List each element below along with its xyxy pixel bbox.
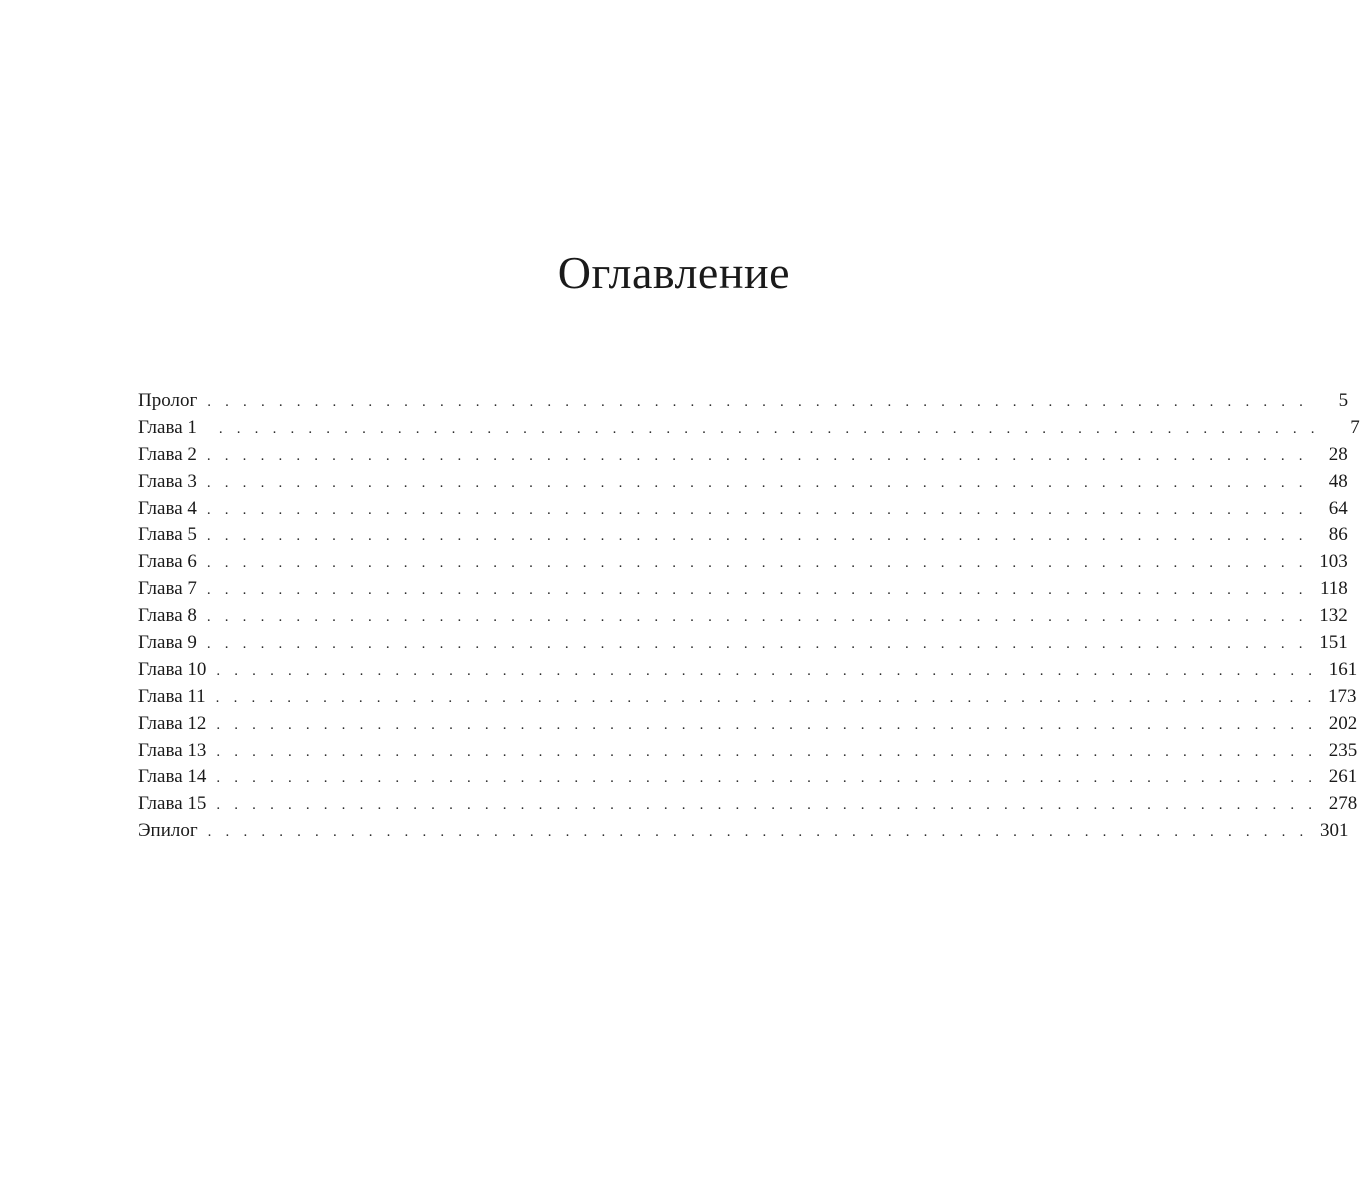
toc-page-number: 7 [1350,416,1360,438]
toc-dot-leader: . . . . . . . . . . . . . . . . . . . . . . . . . . . . . . . . . . . . . . . . . . . . . . . . . . . . . . . . . . . . . . [216,797,1318,814]
toc-dot-leader: . . . . . . . . . . . . . . . . . . . . . . . . . . . . . . . . . . . . . . . . . . . . . . . . . . . . . . . . . . . . . . [218,420,1320,437]
toc-dot-leader: . . . . . . . . . . . . . . . . . . . . . . . . . . . . . . . . . . . . . . . . . . . . . . . . . . . . . . . . . . . . . . [216,662,1318,679]
toc-entry-label: Эпилог [138,820,198,842]
toc-entry [138,738,1358,765]
toc-entry-label: Глава 2 [138,443,197,465]
toc-dot-leader: . . . . . . . . . . . . . . . . . . . . . . . . . . . . . . . . . . . . . . . . . . . . . . . . . . . . . . . . . . . . . . [206,447,1308,464]
toc-dot-leader: . . . . . . . . . . . . . . . . . . . . . . . . . . . . . . . . . . . . . . . . . . . . . . . . . . . . . . . . . . . . . . [207,394,1309,410]
toc-page-number: 28 [1328,443,1348,465]
toc-page-number: 261 [1328,766,1358,788]
toc-entry-label: Глава 13 [138,739,207,761]
toc-entry-label: Глава 7 [138,578,197,600]
toc-page-number: 64 [1328,497,1348,519]
toc-page-number: 5 [1338,390,1349,411]
toc-dot-leader: . . . . . . . . . . . . . . . . . . . . . . . . . . . . . . . . . . . . . . . . . . . . . . . . . . . . . . . . . . . . . . [206,555,1308,572]
toc-dot-leader: . . . . . . . . . . . . . . . . . . . . . . . . . . . . . . . . . . . . . . . . . . . . . . . . . . . . . . . . . . . . . . [206,501,1308,518]
toc-page-number: 151 [1319,632,1348,654]
toc-dot-leader: . . . . . . . . . . . . . . . . . . . . . . . . . . . . . . . . . . . . . . . . . . . . . . . . . . . . . . . . . . . . . . [206,582,1308,599]
toc-entry [138,657,1358,684]
toc-entry-label: Глава 4 [138,497,197,519]
toc-entry-label: Глава 11 [138,685,206,707]
toc-page-number: 278 [1328,793,1358,815]
toc-page-number: 161 [1328,658,1358,680]
toc-page-number: 86 [1328,524,1348,546]
toc-entry-label: Глава 6 [138,551,197,573]
toc-page-number: 301 [1320,820,1349,842]
toc-entry-label: Глава 8 [138,605,197,627]
toc-dot-leader: . . . . . . . . . . . . . . . . . . . . . . . . . . . . . . . . . . . . . . . . . . . . . . . . . . . . . . . . . . . . . . [206,474,1308,491]
toc-page-number: 173 [1328,685,1357,707]
toc-dot-leader: . . . . . . . . . . . . . . . . . . . . . . . . . . . . . . . . . . . . . . . . . . . . . . . . . . . . . . . . . . . . . . [206,609,1308,626]
table-of-contents [138,388,1360,845]
toc-entry-label: Глава 5 [138,524,197,546]
toc-entry [138,469,1348,496]
toc-entry [138,496,1348,523]
toc-entry [138,684,1357,711]
toc-dot-leader: . . . . . . . . . . . . . . . . . . . . . . . . . . . . . . . . . . . . . . . . . . . . . . . . . . . . . . . . . . . . . . [215,689,1317,706]
toc-entry-label: Глава 9 [138,632,197,654]
toc-page-number: 103 [1319,551,1348,573]
toc-dot-leader: . . . . . . . . . . . . . . . . . . . . . . . . . . . . . . . . . . . . . . . . . . . . . . . . . . . . . . . . . . . . . . [216,770,1318,787]
toc-dot-leader: . . . . . . . . . . . . . . . . . . . . . . . . . . . . . . . . . . . . . . . . . . . . . . . . . . . . . . . . . . . . . . [216,743,1318,760]
toc-dot-leader: . . . . . . . . . . . . . . . . . . . . . . . . . . . . . . . . . . . . . . . . . . . . . . . . . . . . . . . . . . . . . . [206,528,1308,545]
toc-entry [138,764,1358,791]
toc-page-number: 202 [1328,712,1358,734]
toc-entry [138,711,1358,738]
toc-entry-label: Глава 12 [138,712,207,734]
toc-entry [138,388,1349,415]
toc-dot-leader: . . . . . . . . . . . . . . . . . . . . . . . . . . . . . . . . . . . . . . . . . . . . . . . . . . . . . . . . . . . . . . [216,716,1318,733]
toc-entry-label: Глава 14 [138,766,207,788]
toc-entry [138,603,1348,630]
toc-entry [138,442,1348,469]
toc-page-number: 132 [1319,605,1348,627]
toc-page-number: 48 [1328,470,1348,492]
toc-entry-label: Пролог [138,390,198,411]
toc-dot-leader: . . . . . . . . . . . . . . . . . . . . . . . . . . . . . . . . . . . . . . . . . . . . . . . . . . . . . . . . . . . . . . [207,824,1309,841]
toc-entry [138,415,1360,442]
toc-entry [138,791,1358,818]
toc-entry [138,549,1348,576]
toc-entry-label: Глава 10 [138,658,207,680]
toc-entry [138,576,1348,603]
toc-dot-leader: . . . . . . . . . . . . . . . . . . . . . . . . . . . . . . . . . . . . . . . . . . . . . . . . . . . . . . . . . . . . . . [206,636,1308,653]
toc-entry-label: Глава 1 [138,416,197,438]
toc-page-number: 118 [1319,578,1348,600]
toc-entry-label: Глава 15 [138,793,207,815]
toc-entry [138,630,1348,657]
toc-page-number: 235 [1328,739,1358,761]
page-title: Оглавление [557,247,790,298]
toc-entry-label: Глава 3 [138,470,197,492]
toc-entry [138,522,1348,549]
toc-entry [138,818,1349,845]
